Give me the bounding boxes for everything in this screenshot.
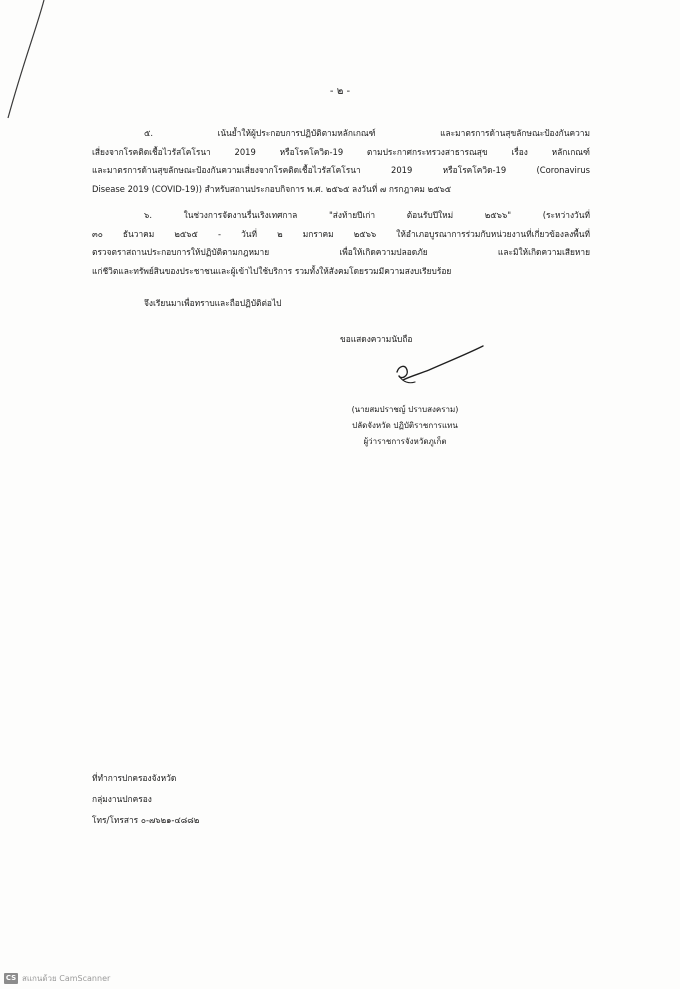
- paragraph-5: [92, 124, 590, 198]
- paragraph-5-line: Disease 2019 (COVID-19)) สำหรับสถานประกอบกิจการ พ.ศ. ๒๕๖๕ ลงวันที่ ๗ กรกฎาคม ๒๕๖๕: [92, 183, 452, 194]
- signer-name: (นายสมปราชญ์ ปราบสงคราม): [351, 405, 459, 414]
- request-text: จึงเรียนมาเพื่อทราบและถือปฏิบัติต่อไป: [144, 298, 282, 308]
- footer-division: กลุ่มงานปกครอง: [92, 794, 152, 804]
- paragraph-5-line: เสี่ยงจากโรคติดเชื้อไวรัสโคโรนา 2019 หรือโรคโควิด-19 ตามประกาศกระทรวงสาธารณสุข เรื่อง หลักเกณฑ์: [92, 146, 590, 157]
- paragraph-6-line: ตรวจตราสถานประกอบการให้ปฏิบัติตามกฎหมาย เพื่อให้เกิดความปลอดภัย และมิให้เกิดความเสียหาย: [92, 247, 590, 258]
- paragraph-6-line: แก่ชีวิตและทรัพย์สินของประชาชนและผู้เข้าไปใช้บริการ รวมทั้งให้สังคมโดยรวมมีความสงบเรียบร้อย: [92, 265, 452, 276]
- paragraph-5-line: และมาตรการด้านสุขลักษณะป้องกันความเสี่ยงจากโรคติดเชื้อไวรัสโคโรนา 2019 หรือโรคโควิด-19 (Coronavirus: [92, 165, 590, 176]
- footer-office: ที่ทำการปกครองจังหวัด: [92, 773, 177, 783]
- handwritten-signature: [385, 340, 505, 390]
- footer-fax: โทร/โทรสาร ๐-๗๖๒๑-๔๘๘๒: [92, 815, 200, 825]
- page-number: - ๒ -: [329, 86, 351, 97]
- request-line: [92, 294, 590, 313]
- paragraph-5-line: ๕. เน้นย้ำให้ผู้ประกอบการปฏิบัติตามหลักเกณฑ์ และมาตรการด้านสุขลักษณะป้องกันความ: [144, 128, 590, 138]
- signer-position: ปลัดจังหวัด ปฏิบัติราชการแทน: [352, 421, 458, 430]
- signer-position: ผู้ว่าราชการจังหวัดภูเก็ต: [363, 437, 447, 446]
- closing-phrase: ขอแสดงความนับถือ: [340, 334, 413, 344]
- camscanner-label: สแกนด้วย CamScanner: [22, 974, 111, 983]
- camscanner-watermark: [4, 972, 110, 985]
- camscanner-icon: CS: [5, 974, 17, 982]
- scan-edge-line: [0, 0, 60, 120]
- paragraph-6: [92, 206, 590, 280]
- paragraph-6-line: ๖. ในช่วงการจัดงานรื่นเริงเทศกาล "ส่งท้ายปีเก่า ต้อนรับปีใหม่ ๒๕๖๖" (ระหว่างวันที่: [144, 210, 590, 220]
- paragraph-6-line: ๓๐ ธันวาคม ๒๕๖๕ - วันที่ ๒ มกราคม ๒๕๖๖ ให้อำเภอบูรณาการร่วมกับหน่วยงานที่เกี่ยวข้องลงพื้นที่: [92, 228, 590, 239]
- signer-block: [320, 402, 490, 450]
- contact-footer: [92, 768, 199, 831]
